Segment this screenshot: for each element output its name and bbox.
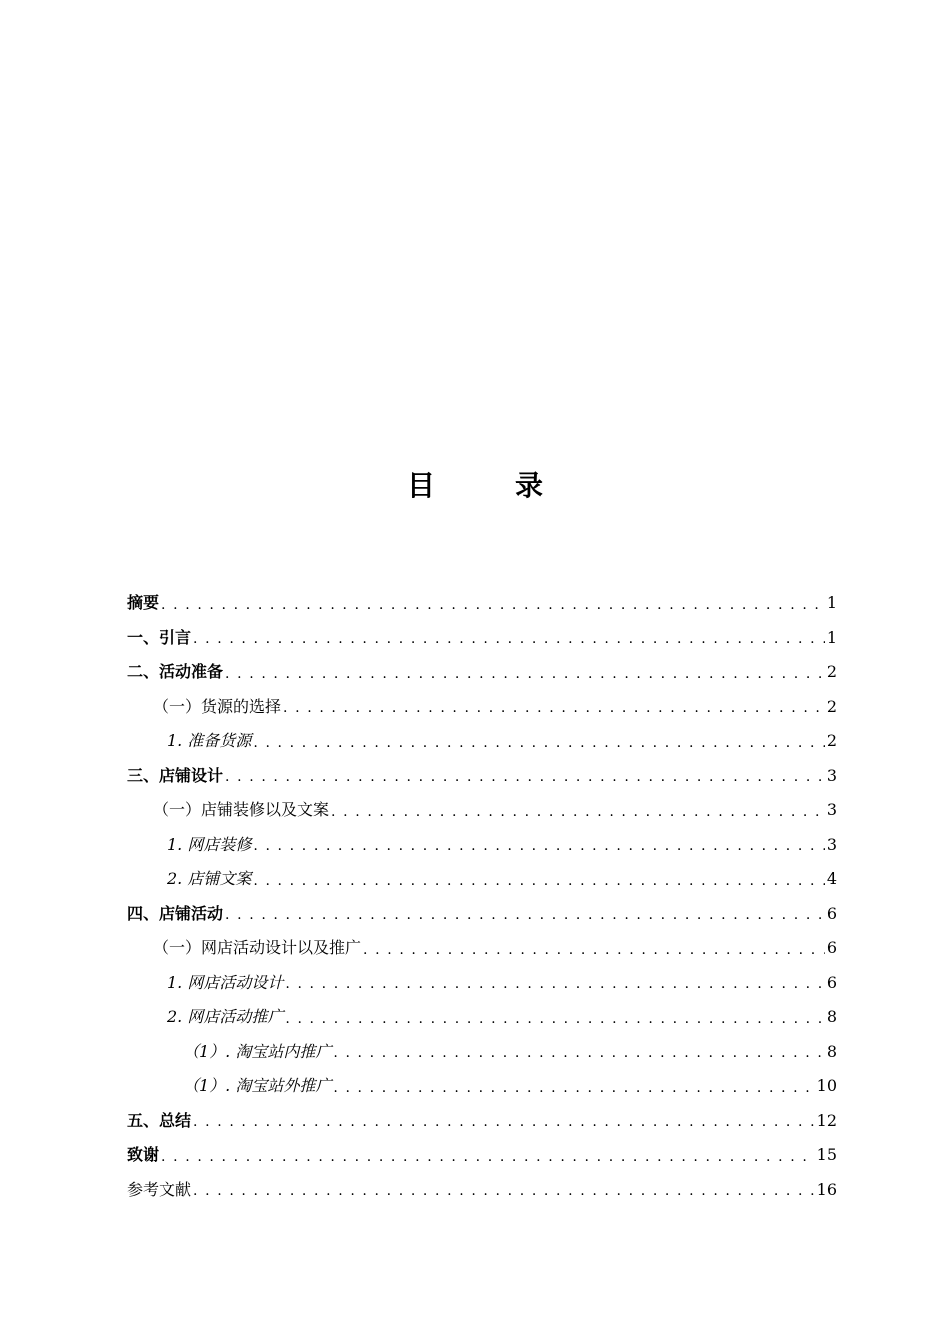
toc-entry-label: 1. 网店活动设计 xyxy=(167,972,284,992)
toc-entry-label: （1）. 淘宝站外推广 xyxy=(183,1076,332,1096)
dot-leader xyxy=(161,601,825,621)
dot-leader xyxy=(225,773,825,793)
toc-entry-activity-design-promotion[interactable] xyxy=(127,931,837,966)
toc-page-number: 2 xyxy=(826,696,837,716)
toc-entry-summary[interactable] xyxy=(127,1104,837,1139)
toc-page-number: 8 xyxy=(826,1007,837,1027)
dot-leader xyxy=(285,1015,824,1035)
toc-entry-abstract[interactable] xyxy=(127,586,837,621)
toc-entry-store-activities[interactable] xyxy=(127,897,837,932)
dot-leader xyxy=(333,1084,814,1104)
dot-leader xyxy=(253,739,824,759)
toc-entry-store-decoration-copy[interactable] xyxy=(127,793,837,828)
toc-entry-label: 1. 准备货源 xyxy=(167,731,252,751)
toc-page-number: 6 xyxy=(826,903,837,923)
dot-leader xyxy=(331,808,825,828)
toc-entry-online-store-decoration[interactable] xyxy=(127,828,837,863)
toc-entry-label: 五、总结 xyxy=(127,1110,192,1130)
toc-entry-label: 2. 网店活动推广 xyxy=(167,1007,284,1027)
dot-leader xyxy=(333,1049,824,1069)
toc-entry-prepare-source[interactable] xyxy=(127,724,837,759)
toc-entry-label: （1）. 淘宝站内推广 xyxy=(183,1041,332,1061)
toc-page-number: 10 xyxy=(816,1076,837,1096)
toc-entry-label: （一）货源的选择 xyxy=(153,696,282,716)
toc-page-number: 3 xyxy=(826,834,837,854)
toc-page-number: 1 xyxy=(826,627,837,647)
dot-leader xyxy=(363,946,825,966)
toc-entry-label: 1. 网店装修 xyxy=(167,834,252,854)
toc-entry-label: 一、引言 xyxy=(127,627,192,647)
toc-page-number: 2 xyxy=(826,662,837,682)
toc-entry-activity-design[interactable] xyxy=(127,966,837,1001)
toc-entry-activity-preparation[interactable] xyxy=(127,655,837,690)
dot-leader xyxy=(253,877,824,897)
dot-leader xyxy=(253,842,824,862)
toc-entry-label: （一）网店活动设计以及推广 xyxy=(153,938,362,958)
dot-leader xyxy=(285,980,824,1000)
toc-entry-label: 摘要 xyxy=(127,593,160,613)
dot-leader xyxy=(193,1118,815,1138)
toc-entry-source-selection[interactable] xyxy=(127,690,837,725)
dot-leader xyxy=(225,670,825,690)
toc-entry-label: 三、店铺设计 xyxy=(127,765,224,785)
table-of-contents xyxy=(127,586,837,1207)
toc-entry-label: （一）店铺装修以及文案 xyxy=(153,800,330,820)
toc-page-number: 15 xyxy=(816,1145,837,1165)
toc-page-number: 1 xyxy=(826,593,837,613)
toc-page-number: 16 xyxy=(816,1179,837,1199)
toc-page-number: 2 xyxy=(826,731,837,751)
toc-entry-label: 致谢 xyxy=(127,1145,160,1165)
toc-page-number: 8 xyxy=(826,1041,837,1061)
toc-entry-label: 二、活动准备 xyxy=(127,662,224,682)
toc-entry-label: 四、店铺活动 xyxy=(127,903,224,923)
toc-entry-offsite-promotion[interactable] xyxy=(127,1069,837,1104)
toc-entry-references[interactable] xyxy=(127,1173,837,1208)
toc-page-number: 4 xyxy=(826,869,837,889)
dot-leader xyxy=(283,704,825,724)
toc-page-number: 3 xyxy=(826,765,837,785)
toc-entry-introduction[interactable] xyxy=(127,621,837,656)
dot-leader xyxy=(193,1187,815,1207)
toc-entry-label: 参考文献 xyxy=(127,1179,192,1199)
page-title: 目 录 xyxy=(406,469,569,502)
toc-entry-onsite-promotion[interactable] xyxy=(127,1035,837,1070)
toc-entry-store-copy[interactable] xyxy=(127,862,837,897)
toc-page-number: 6 xyxy=(826,972,837,992)
toc-entry-acknowledgements[interactable] xyxy=(127,1138,837,1173)
toc-page-number: 12 xyxy=(816,1110,837,1130)
toc-entry-store-design[interactable] xyxy=(127,759,837,794)
toc-page-number: 6 xyxy=(826,938,837,958)
toc-page-number: 3 xyxy=(826,800,837,820)
dot-leader xyxy=(161,1153,815,1173)
toc-entry-label: 2. 店铺文案 xyxy=(167,869,252,889)
dot-leader xyxy=(225,911,825,931)
toc-entry-activity-promotion[interactable] xyxy=(127,1000,837,1035)
dot-leader xyxy=(193,635,825,655)
